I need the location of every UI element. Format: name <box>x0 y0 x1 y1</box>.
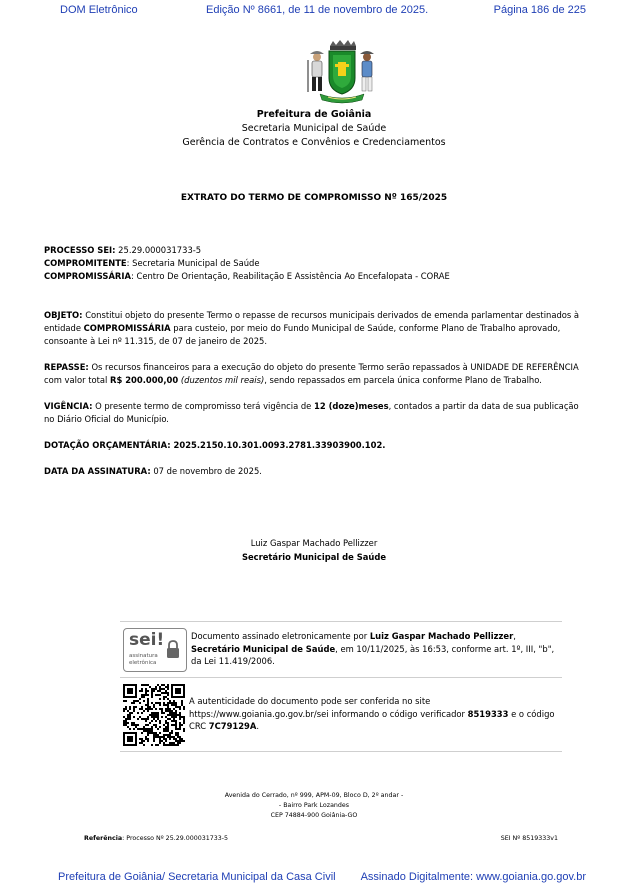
org-secretariat: Secretaria Municipal de Saúde <box>241 123 387 134</box>
divider <box>120 621 562 622</box>
qr-code-icon <box>123 684 185 746</box>
compromissaria-line: COMPROMISSÁRIA: Centro De Orientação, Reabilitação E Assistência Ao Encefalopata - CORAE <box>44 271 450 281</box>
divider <box>120 677 562 678</box>
footer-publisher: Prefeitura de Goiânia/ Secretaria Municipal da Casa Civil <box>58 871 336 883</box>
reference-line: Referência: Processo Nº 25.29.000031733-5 <box>84 835 229 842</box>
process-info <box>44 244 586 283</box>
authenticity-text: A autenticidade do documento pode ser conferida no site https://www.goiania.go.gov.br/sei informando o código verificador 8519333 e o código CRC 7C79129A. <box>189 696 555 731</box>
repasse-paragraph: REPASSE: Os recursos financeiros para a execução do objeto do presente Termo serão repassados à UNIDADE DE REFERÊNCIA com valor total R$ 200.000,00 (duzentos mil reais), sendo repassados em parcela única conforme Plano de Trabalho. <box>44 362 579 385</box>
signer-role: Secretário Municipal de Saúde <box>241 552 387 562</box>
header-edition: Edição Nº 8661, de 11 de novembro de 2025. <box>206 4 429 16</box>
sei-logo <box>123 628 187 672</box>
dotacao-line: DOTAÇÃO ORÇAMENTÁRIA: 2025.2150.10.301.0093.2781.33903900.102. <box>44 440 386 450</box>
sei-document-number: SEI Nº 8519333v1 <box>500 835 558 842</box>
signer-name: Luiz Gaspar Machado Pellizzer <box>250 538 378 548</box>
lock-icon <box>165 639 181 659</box>
address-block: Avenida do Cerrado, nº 999, APM-09, Bloco D, 2º andar - - Bairro Park Lozandes CEP 74884-900 Goiânia-GO <box>224 792 404 819</box>
electronic-signature-text: Documento assinado eletronicamente por Luiz Gaspar Machado Pellizzer, Secretário Municipal de Saúde, em 10/11/2025, às 16:53, conforme art. 1º, III, "b", da Lei 11.419/2006. <box>191 631 555 666</box>
footer-signed-link[interactable]: Assinado Digitalmente: www.goiania.go.gov.br <box>360 871 586 883</box>
sei-logo-caption: assinatura eletrônica <box>129 653 158 666</box>
signature-date-line: DATA DA ASSINATURA: 07 de novembro de 2025. <box>44 466 262 476</box>
process-number-line: PROCESSO SEI: 25.29.000031733-5 <box>44 245 202 255</box>
org-name: Prefeitura de Goiânia <box>256 109 372 120</box>
divider <box>120 751 562 752</box>
comprometente-line: COMPROMITENTE: Secretaria Municipal de Saúde <box>44 258 260 268</box>
document-title: EXTRATO DO TERMO DE COMPROMISSO Nº 165/2025 <box>180 193 448 203</box>
coat-of-arms-icon <box>300 40 384 106</box>
header-publication: DOM Eletrônico <box>60 4 138 16</box>
org-department: Gerência de Contratos e Convênios e Credenciamentos <box>182 137 446 148</box>
objeto-paragraph: OBJETO: Constitui objeto do presente Termo o repasse de recursos municipais derivados de emenda parlamentar destinados à entidade COMPROMISSÁRIA para custeio, por meio do Fundo Municipal de Saúde, conforme Plano de Trabalho aprovado, consoante à Lei nº 11.315, de 07 de janeiro de 2025. <box>44 310 580 346</box>
vigencia-paragraph: VIGÊNCIA: O presente termo de compromisso terá vigência de 12 (doze)meses, contados a partir da data de sua publicação no Diário Oficial do Município. <box>44 401 579 424</box>
header-page-number: Página 186 de 225 <box>493 4 586 16</box>
sei-logo-mark: sei! <box>129 630 165 650</box>
